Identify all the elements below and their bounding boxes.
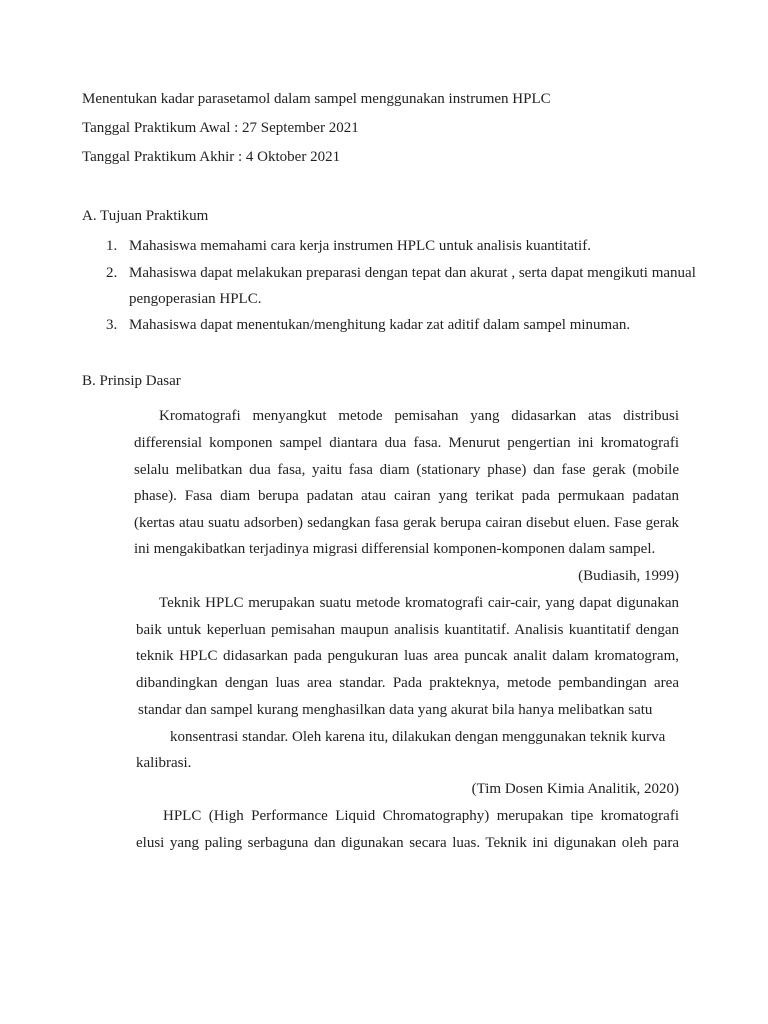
paragraph-line: baik untuk keperluan pemisahan maupun analisis kuantitatif. Analisis kuantitatif dengan <box>136 622 679 638</box>
paragraph-line: phase). Fasa diam berupa padatan atau cairan yang terikat pada permukaan padatan <box>134 488 679 504</box>
paragraph-line: standar dan sampel kurang menghasilkan data yang akurat bila hanya melibatkan satu <box>138 702 653 718</box>
date-start: Tanggal Praktikum Awal : 27 September 2021 <box>82 120 359 136</box>
paragraph-line: (kertas atau suatu adsorben) sedangkan fasa gerak berupa cairan disebut eluen. Fase gerak <box>134 515 679 531</box>
paragraph-line: Teknik HPLC merupakan suatu metode kromatografi cair-cair, yang dapat digunakan <box>159 595 679 611</box>
list-item-text: Mahasiswa memahami cara kerja instrumen HPLC untuk analisis kuantitatif. <box>129 238 591 254</box>
paragraph-line: HPLC (High Performance Liquid Chromatography) merupakan tipe kromatografi <box>163 808 679 824</box>
paragraph-line: ini mengakibatkan terjadinya migrasi differensial komponen-komponen dalam sampel. <box>134 541 656 557</box>
paragraph-line: elusi yang paling serbaguna dan digunakan secara luas. Teknik ini digunakan oleh para <box>136 835 679 851</box>
list-item-text-continued: pengoperasian HPLC. <box>129 291 262 307</box>
paragraph-line: teknik HPLC didasarkan pada pengukuran luas area puncak analit dalam kromatogram, <box>136 648 679 664</box>
paragraph-line: differensial komponen sampel diantara dua fasa. Menurut pengertian ini kromatografi <box>134 435 679 451</box>
list-item-text: Mahasiswa dapat menentukan/menghitung kadar zat aditif dalam sampel minuman. <box>129 317 631 333</box>
section-a-heading: A. Tujuan Praktikum <box>82 208 209 224</box>
document-title: Menentukan kadar parasetamol dalam sampel menggunakan instrumen HPLC <box>82 91 551 107</box>
paragraph-line: kalibrasi. <box>136 755 192 771</box>
paragraph-line: konsentrasi standar. Oleh karena itu, dilakukan dengan menggunakan teknik kurva <box>170 729 666 745</box>
date-end: Tanggal Praktikum Akhir : 4 Oktober 2021 <box>82 149 341 165</box>
citation: (Budiasih, 1999) <box>578 568 679 584</box>
paragraph-line: selalu melibatkan dua fasa, yaitu fasa diam (stationary phase) dan fase gerak (mobile <box>134 462 679 478</box>
list-item-number: 3. <box>106 317 118 333</box>
paragraph-line: Kromatografi menyangkut metode pemisahan yang didasarkan atas distribusi <box>159 408 679 424</box>
citation: (Tim Dosen Kimia Analitik, 2020) <box>471 781 679 797</box>
list-item-number: 2. <box>106 265 118 281</box>
paragraph-line: dibandingkan dengan luas area standar. Pada prakteknya, metode pembandingan area <box>136 675 679 691</box>
section-b-heading: B. Prinsip Dasar <box>82 373 181 389</box>
list-item-number: 1. <box>106 238 118 254</box>
list-item-text: Mahasiswa dapat melakukan preparasi dengan tepat dan akurat , serta dapat mengikuti manual <box>129 265 696 281</box>
